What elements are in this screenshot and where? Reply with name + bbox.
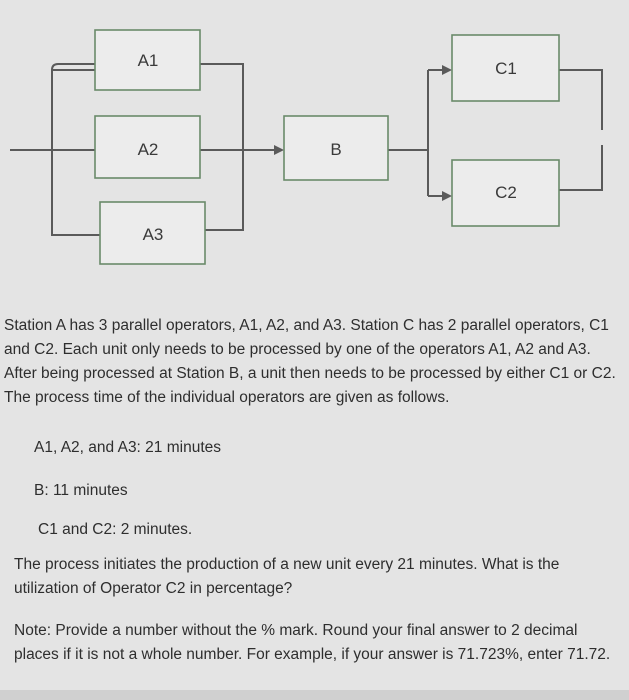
note-text: Note: Provide a number without the % mark. Round your final answer to 2 decimal places if it is not a whole number. For example, if your answer is 71.723%, enter 71.72.	[14, 622, 611, 663]
label-a3: A3	[142, 225, 164, 244]
a1-out	[200, 64, 243, 230]
label-a1: A1	[137, 51, 159, 70]
label-c2: C2	[495, 183, 517, 202]
process-flow-diagram	[0, 0, 629, 300]
arrow-to-b	[274, 145, 284, 155]
label-b: B	[330, 140, 342, 159]
label-a2: A2	[137, 140, 159, 159]
problem-description: Station A has 3 parallel operators, A1, A2, and A3. Station C has 2 parallel operators, C1 and C2. Each unit only needs to be processed by one of the operators A1, A2 and A3. After being processed at Station B, a unit then needs to be processed by either C1 or C2. The process time of the individual operators are given as follows.	[4, 317, 616, 406]
arrow-to-c1	[442, 65, 452, 75]
c1-out	[559, 70, 602, 130]
time-a: A1, A2, and A3: 21 minutes	[34, 439, 221, 456]
a-fanout-left	[52, 70, 100, 235]
time-c: C1 and C2: 2 minutes.	[38, 521, 193, 538]
arrow-to-c2	[442, 191, 452, 201]
c2-out	[559, 145, 602, 190]
bottom-edge	[0, 690, 629, 700]
question-text: The process initiates the production of a new unit every 21 minutes. What is the utilization of Operator C2 in percentage?	[14, 556, 560, 597]
label-c1: C1	[495, 59, 517, 78]
time-b: B: 11 minutes	[34, 482, 128, 499]
